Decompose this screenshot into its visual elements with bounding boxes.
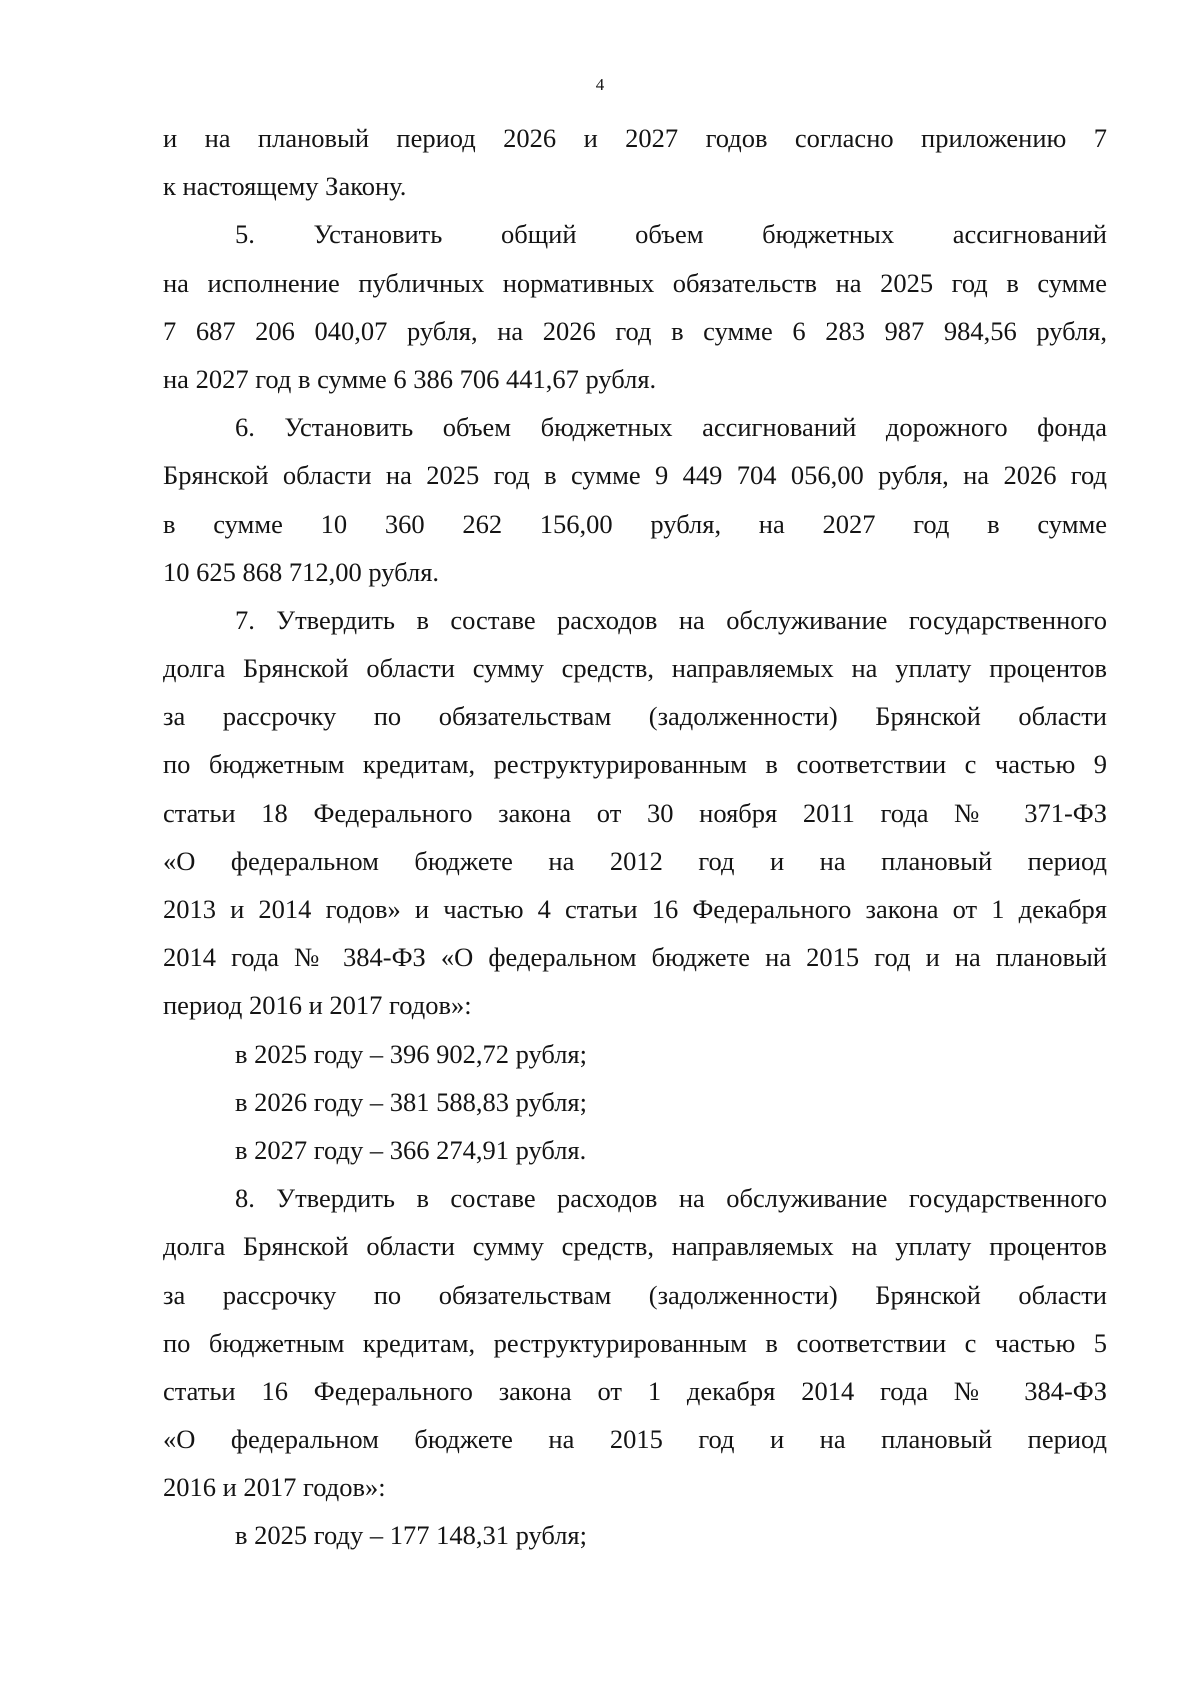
text-line: 2014 года № 384-ФЗ «О федеральном бюджете на 2015 год и на плановый <box>163 942 1107 973</box>
paragraph-5-first-line: 5. Установить общий объем бюджетных ассигнований <box>235 219 1107 250</box>
text-line: «О федеральном бюджете на 2015 год и на плановый период <box>163 1424 1107 1455</box>
text-line: период 2016 и 2017 годов»: <box>163 990 472 1021</box>
text-line: долга Брянской области сумму средств, направляемых на уплату процентов <box>163 1231 1107 1262</box>
text-line: за рассрочку по обязательствам (задолженности) Брянской области <box>163 701 1107 732</box>
text-line: статьи 16 Федерального закона от 1 декабря 2014 года № 384-ФЗ <box>163 1375 1107 1406</box>
text-line: по бюджетным кредитам, реструктурированным в соответствии с частью 5 <box>163 1327 1107 1358</box>
text-line: за рассрочку по обязательствам (задолженности) Брянской области <box>163 1279 1107 1310</box>
text-line: по бюджетным кредитам, реструктурированным в соответствии с частью 9 <box>163 749 1107 780</box>
text-line: и на плановый период 2026 и 2027 годов согласно приложению 7 <box>163 123 1107 153</box>
document-body <box>163 114 1107 1560</box>
text-line: 2016 и 2017 годов»: <box>163 1472 386 1503</box>
paragraph-6-first-line: 6. Установить объем бюджетных ассигнований дорожного фонда <box>235 412 1107 443</box>
text-line: статьи 18 Федерального закона от 30 ноября 2011 года № 371-ФЗ <box>163 797 1107 828</box>
paragraph-8-first-line: 8. Утвердить в составе расходов на обслуживание государственного <box>235 1183 1107 1214</box>
text-line: на 2027 год в сумме 6 386 706 441,67 рубля. <box>163 363 657 394</box>
text-line: «О федеральном бюджете на 2012 год и на плановый период <box>163 845 1107 876</box>
text-line: на исполнение публичных нормативных обязательств на 2025 год в сумме <box>163 267 1107 298</box>
text-line: 7 687 206 040,07 рубля, на 2026 год в сумме 6 283 987 984,56 рубля, <box>163 315 1107 346</box>
amount-line: в 2026 году – 381 588,83 рубля; <box>235 1086 587 1117</box>
text-line: долга Брянской области сумму средств, направляемых на уплату процентов <box>163 653 1107 684</box>
amount-line: в 2027 году – 366 274,91 рубля. <box>235 1134 587 1165</box>
amount-line: в 2025 году – 177 148,31 рубля; <box>235 1520 587 1551</box>
text-line: 2013 и 2014 годов» и частью 4 статьи 16 Федерального закона от 1 декабря <box>163 894 1107 924</box>
amount-line: в 2025 году – 396 902,72 рубля; <box>235 1038 587 1069</box>
text-line: к настоящему Закону. <box>163 171 407 202</box>
text-line: Брянской области на 2025 год в сумме 9 449 704 056,00 рубля, на 2026 год <box>163 460 1107 491</box>
page-number: 4 <box>595 75 605 94</box>
text-line: в сумме 10 360 262 156,00 рубля, на 2027 год в сумме <box>163 508 1107 539</box>
text-line: 10 625 868 712,00 рубля. <box>163 556 440 587</box>
paragraph-7-first-line: 7. Утвердить в составе расходов на обслуживание государственного <box>235 604 1107 635</box>
